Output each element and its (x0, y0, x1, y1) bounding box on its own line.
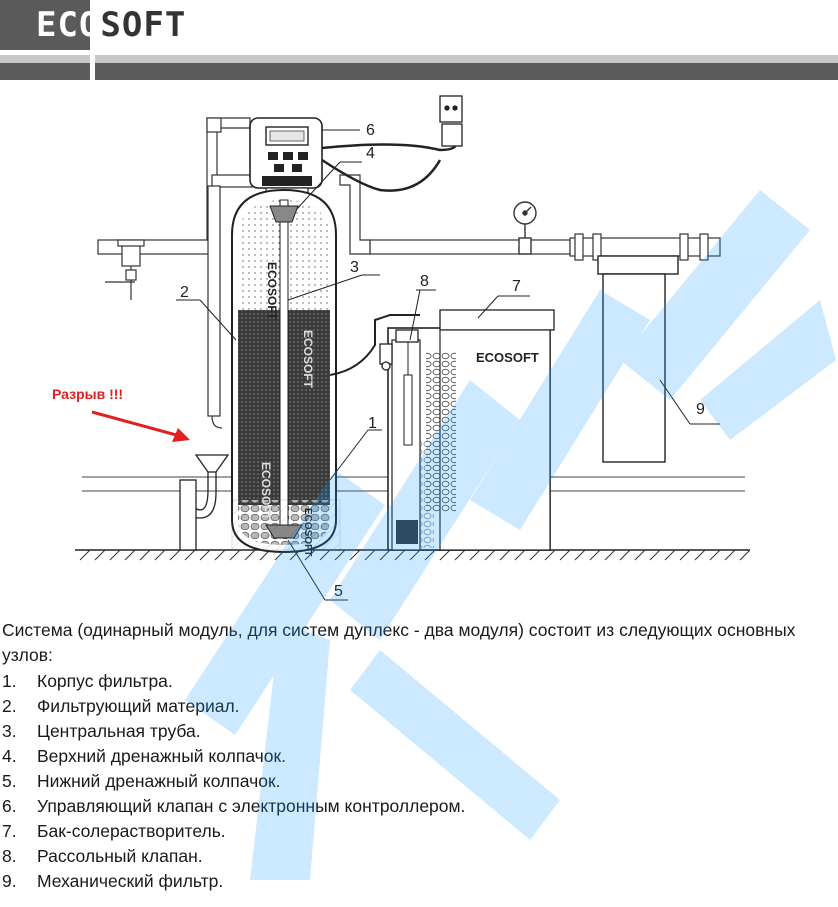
logo-suffix: SOFT (100, 5, 187, 45)
callout-7: 7 (512, 278, 521, 295)
callout-3: 3 (350, 259, 359, 276)
header-bar-gap (90, 50, 95, 80)
description-intro: Система (одинарный модуль, для систем дуплекс - два модуля) состоит из следующих основных узлов: (2, 620, 796, 665)
ground-hatch (80, 550, 750, 560)
svg-text:ECOSOFT: ECOSOFT (302, 508, 313, 557)
callout-8: 8 (420, 273, 429, 290)
header-bar-light (0, 55, 838, 63)
svg-text:ECOSOFT: ECOSOFT (259, 462, 273, 521)
callout-6: 6 (366, 122, 375, 139)
list-item: 1. Корпус фильтра. (2, 671, 173, 691)
drain-funnel-icon (180, 455, 228, 550)
svg-text:ECOSOFT: ECOSOFT (476, 350, 539, 365)
callout-9: 9 (696, 401, 705, 418)
list-item: 7. Бак-солерастворитель. (2, 821, 226, 841)
list-item: 4. Верхний дренажный колпачок. (2, 746, 287, 766)
mechanical-filter-icon (598, 256, 678, 462)
callout-4: 4 (366, 145, 375, 162)
callout-1: 1 (368, 415, 377, 432)
gap-warning-label: Разрыв !!! (52, 386, 124, 402)
brine-tank-icon (388, 310, 554, 550)
callout-5: 5 (334, 583, 343, 600)
list-item: 8. Рассольный клапан. (2, 846, 203, 866)
list-item: 5. Нижний дренажный колпачок. (2, 771, 281, 791)
list-item: 6. Управляющий клапан с электронным контроллером. (2, 796, 466, 816)
power-socket-icon (440, 96, 462, 146)
system-description (2, 618, 836, 894)
ecosoft-logo (36, 3, 186, 47)
softener-system-diagram (0, 80, 838, 610)
svg-text:ECOSOFT: ECOSOFT (265, 262, 279, 321)
list-item: 3. Центральная труба. (2, 721, 201, 741)
list-item: 2. Фильтрующий материал. (2, 696, 240, 716)
components-list (2, 669, 836, 894)
control-valve-icon (250, 118, 322, 198)
header-bar-dark (0, 63, 838, 80)
list-item: 9. Механический фильтр. (2, 871, 224, 891)
header (0, 0, 838, 80)
callout-2: 2 (180, 284, 189, 301)
logo-prefix: ECO (36, 5, 101, 45)
warning-arrow-icon (92, 412, 190, 442)
filter-tank-icon (232, 190, 336, 552)
svg-text:ECOSOFT: ECOSOFT (301, 330, 315, 389)
